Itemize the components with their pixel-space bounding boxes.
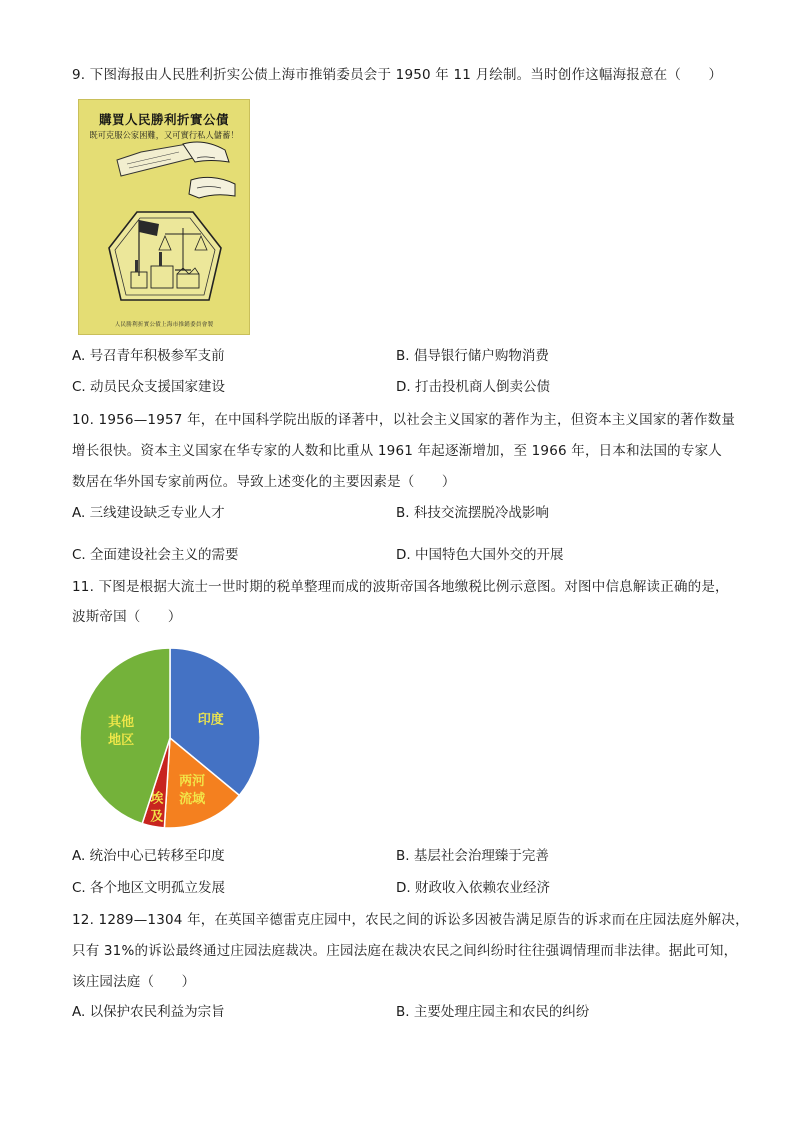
bond-note-icon	[117, 144, 193, 176]
q10-option-d[interactable]: D. 中国特色大国外交的开展	[396, 547, 564, 563]
tax-proportion-pie-chart	[78, 646, 266, 834]
q9-stem: 9. 下图海报由人民胜利折实公债上海市推销委员会于 1950 年 11 月绘制。当时创作这幅海报意在（ ）	[72, 67, 723, 83]
q12-option-b[interactable]: B. 主要处理庄园主和农民的纠纷	[396, 1004, 590, 1020]
poster-title: 購買人民勝利折實公債	[98, 112, 229, 127]
pie-label-3: 其他地区	[108, 714, 135, 748]
pie-label-1: 两河流域	[179, 773, 206, 807]
q9-option-d[interactable]: D. 打击投机商人倒卖公债	[396, 379, 550, 395]
q11-option-a[interactable]: A. 统治中心已转移至印度	[72, 848, 225, 864]
q9-option-a[interactable]: A. 号召青年积极参军支前	[72, 348, 225, 364]
q12-stem-line-1: 12. 1289—1304 年，在英国辛德雷克庄园中，农民之间的诉讼多因被告满足原告的诉求而在庄园法庭外解决，	[72, 912, 749, 928]
hand-icon	[183, 142, 235, 198]
q11-stem-line-1: 11. 下图是根据大流士一世时期的税单整理而成的波斯帝国各地缴税比例示意图。对图中信息解读正确的是，	[72, 579, 729, 595]
q10-stem-line-2: 增长很快。资本主义国家在华专家的人数和比重从 1961 年起逐渐增加，至 1966 年，日本和法国的专家人	[72, 443, 722, 459]
q11-option-c[interactable]: C. 各个地区文明孤立发展	[72, 880, 226, 896]
q11-option-d[interactable]: D. 财政收入依赖农业经济	[396, 880, 550, 896]
pie-label-0: 印度	[197, 712, 224, 728]
q12-stem-line-3: 该庄园法庭（ ）	[72, 974, 196, 990]
q11-stem-line-2: 波斯帝国（ ）	[72, 609, 182, 625]
q9-option-b[interactable]: B. 倡导银行储户购物消费	[396, 348, 549, 364]
q10-stem-line-3: 数居在华外国专家前两位。导致上述变化的主要因素是（ ）	[72, 474, 456, 490]
q10-stem-line-1: 10. 1956—1957 年，在中国科学院出版的译著中，以社会主义国家的著作为主，但资本主义国家的著作数量	[72, 412, 736, 428]
emblem-icon	[109, 212, 221, 300]
q9-poster-image	[78, 99, 250, 335]
q11-option-b[interactable]: B. 基层社会治理臻于完善	[396, 848, 549, 864]
poster-footer: 人民勝利折實公債上海市推銷委員會製	[114, 322, 214, 328]
poster-subtitle: 既可克服公家困難，又可實行私人儲蓄！	[89, 130, 239, 140]
q10-option-c[interactable]: C. 全面建设社会主义的需要	[72, 547, 239, 563]
q10-option-b[interactable]: B. 科技交流摆脱冷战影响	[396, 505, 549, 521]
pie-label-2: 埃及	[150, 791, 164, 825]
q9-option-c[interactable]: C. 动员民众支援国家建设	[72, 379, 226, 395]
poster-illustration	[79, 100, 250, 335]
q12-stem-line-2: 只有 31%的诉讼最终通过庄园法庭裁决。庄园法庭在裁决农民之间纠纷时往往强调情理而非法律。据此可知，	[72, 943, 738, 959]
q12-option-a[interactable]: A. 以保护农民利益为宗旨	[72, 1004, 225, 1020]
q10-option-a[interactable]: A. 三线建设缺乏专业人才	[72, 505, 225, 521]
